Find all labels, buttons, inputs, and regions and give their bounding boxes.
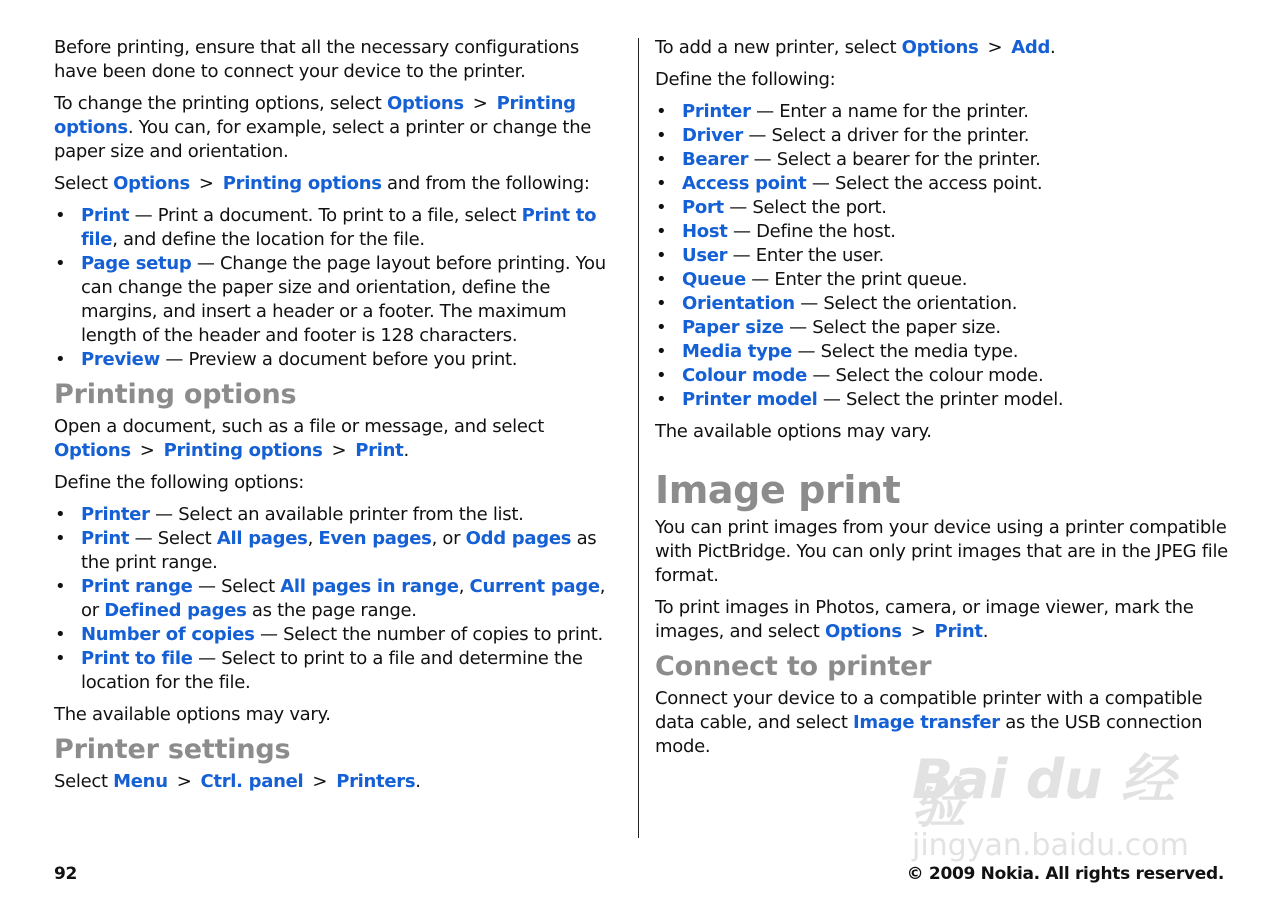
printer-settings-list bbox=[655, 100, 1230, 412]
print-to-file-link[interactable]: Print to file bbox=[81, 205, 597, 250]
options-link[interactable]: Options bbox=[824, 621, 902, 642]
list-item-number-of-copies bbox=[54, 623, 626, 647]
text: , bbox=[307, 528, 319, 549]
add-printer-paragraph bbox=[655, 36, 1230, 60]
print-link[interactable]: Print bbox=[81, 528, 130, 549]
text: — Select bbox=[129, 528, 217, 549]
menu-link[interactable]: Menu bbox=[113, 771, 168, 792]
connect-paragraph bbox=[655, 687, 1230, 759]
text: — Select the paper size. bbox=[783, 317, 1001, 338]
text: Select bbox=[54, 173, 114, 194]
colour-mode-link[interactable]: Colour mode bbox=[682, 365, 807, 386]
text: — Enter a name for the printer. bbox=[750, 101, 1029, 122]
heading-printing-options: Printing options bbox=[54, 379, 297, 410]
port-link[interactable]: Port bbox=[682, 197, 724, 218]
column-divider bbox=[638, 38, 639, 838]
text: To print images in Photos, camera, or image viewer, mark the images, and select bbox=[655, 597, 1194, 642]
print-to-file-link[interactable]: Print to file bbox=[81, 648, 193, 669]
printers-link[interactable]: Printers bbox=[336, 771, 416, 792]
text: as the print range. bbox=[81, 528, 597, 573]
list-item-printer bbox=[54, 503, 626, 527]
print-range-link[interactable]: Print range bbox=[81, 576, 193, 597]
text: — Select to print to a file and determine the location for the file. bbox=[81, 648, 583, 693]
define-options-paragraph: Define the following options: bbox=[54, 472, 305, 493]
print-link[interactable]: Print bbox=[934, 621, 983, 642]
bearer-link[interactable]: Bearer bbox=[682, 149, 749, 170]
text: — Select an available printer from the list. bbox=[149, 504, 524, 525]
list-item bbox=[655, 364, 1230, 388]
page-setup-link[interactable]: Page setup bbox=[81, 253, 192, 274]
text: To add a new printer, select bbox=[655, 37, 902, 58]
options-link[interactable]: Options bbox=[54, 440, 131, 461]
print-link[interactable]: Print bbox=[81, 205, 130, 226]
list-item-print-range bbox=[54, 575, 626, 623]
text: Select bbox=[54, 771, 114, 792]
all-pages-link[interactable]: All pages bbox=[216, 528, 308, 549]
current-page-link[interactable]: Current page bbox=[469, 576, 600, 597]
select-options-paragraph bbox=[54, 172, 626, 196]
path-separator: > bbox=[198, 173, 214, 194]
list-item bbox=[655, 172, 1230, 196]
copyright-notice: © 2009 Nokia. All rights reserved. bbox=[906, 864, 1224, 884]
path-separator: > bbox=[312, 771, 328, 792]
text: — Print a document. To print to a file, select bbox=[129, 205, 522, 226]
open-document-paragraph bbox=[54, 415, 626, 463]
printer-link[interactable]: Printer bbox=[81, 504, 150, 525]
change-options-paragraph bbox=[54, 92, 626, 164]
heading-connect-to-printer: Connect to printer bbox=[655, 651, 932, 682]
text: . bbox=[403, 440, 409, 461]
heading-printer-settings: Printer settings bbox=[54, 734, 291, 765]
text: Open a document, such as a file or message, and select bbox=[54, 416, 544, 437]
watermark-logo: Bai du 经验 bbox=[912, 748, 1175, 835]
text: — Select the orientation. bbox=[794, 293, 1018, 314]
printer-link[interactable]: Printer bbox=[682, 101, 751, 122]
text: . bbox=[1050, 37, 1056, 58]
driver-link[interactable]: Driver bbox=[682, 125, 744, 146]
text: , bbox=[458, 576, 470, 597]
text: — Select the port. bbox=[723, 197, 887, 218]
text: and from the following: bbox=[381, 173, 590, 194]
even-pages-link[interactable]: Even pages bbox=[318, 528, 432, 549]
ctrl-panel-link[interactable]: Ctrl. panel bbox=[200, 771, 304, 792]
list-item bbox=[655, 292, 1230, 316]
add-link[interactable]: Add bbox=[1011, 37, 1051, 58]
define-following-paragraph: Define the following: bbox=[655, 69, 836, 90]
heading-image-print: Image print bbox=[655, 468, 901, 512]
printing-options-link[interactable]: Printing options bbox=[54, 93, 576, 138]
options-link[interactable]: Options bbox=[387, 93, 464, 114]
list-item-print bbox=[54, 204, 626, 252]
text: — Select a driver for the printer. bbox=[743, 125, 1030, 146]
queue-link[interactable]: Queue bbox=[682, 269, 746, 290]
access-point-link[interactable]: Access point bbox=[682, 173, 807, 194]
text: . You can, for example, select a printer or change the paper size and orientation. bbox=[54, 117, 592, 162]
options-may-vary-note: The available options may vary. bbox=[655, 421, 932, 442]
path-separator: > bbox=[176, 771, 192, 792]
text: , or bbox=[81, 576, 606, 621]
text: To change the printing options, select bbox=[54, 93, 387, 114]
intro-paragraph: Before printing, ensure that all the necessary configurations have been done to connect your device to the printer. bbox=[54, 37, 579, 82]
left-column bbox=[54, 36, 626, 802]
list-item-page-setup bbox=[54, 252, 626, 348]
options-link[interactable]: Options bbox=[113, 173, 190, 194]
host-link[interactable]: Host bbox=[682, 221, 728, 242]
path-separator: > bbox=[910, 621, 926, 642]
text: — Change the page layout before printing. You can change the paper size and orientation, define the margins, and insert a header or a footer. The maximum length of the header and footer is 128 characters. bbox=[81, 253, 606, 346]
list-item bbox=[655, 124, 1230, 148]
list-item-print bbox=[54, 527, 626, 575]
printing-options-link[interactable]: Printing options bbox=[163, 440, 323, 461]
print-images-paragraph bbox=[655, 596, 1230, 644]
text: Connect your device to a compatible printer with a compatible data cable, and select bbox=[655, 688, 1203, 733]
print-link[interactable]: Print bbox=[355, 440, 404, 461]
orientation-link[interactable]: Orientation bbox=[682, 293, 795, 314]
path-separator: > bbox=[987, 37, 1003, 58]
watermark-url: jingyan.baidu.com bbox=[912, 828, 1189, 863]
list-item bbox=[655, 340, 1230, 364]
path-separator: > bbox=[472, 93, 488, 114]
printing-options-link[interactable]: Printing options bbox=[222, 173, 382, 194]
text: . bbox=[982, 621, 989, 642]
odd-pages-link[interactable]: Odd pages bbox=[465, 528, 572, 549]
text: — Select the number of copies to print. bbox=[254, 624, 603, 645]
text: , or bbox=[431, 528, 466, 549]
options-link[interactable]: Options bbox=[901, 37, 979, 58]
media-type-link[interactable]: Media type bbox=[682, 341, 793, 362]
path-separator: > bbox=[139, 440, 155, 461]
list-item-print-to-file bbox=[54, 647, 626, 695]
text: — Define the host. bbox=[727, 221, 896, 242]
pictbridge-paragraph: You can print images from your device using a printer compatible with PictBridge. You can only print images that are in the JPEG file format. bbox=[655, 517, 1228, 586]
text: — Enter the print queue. bbox=[745, 269, 968, 290]
list-item bbox=[655, 316, 1230, 340]
print-options-list bbox=[54, 503, 626, 695]
text: as the USB connection mode. bbox=[655, 712, 1203, 757]
printing-actions-list bbox=[54, 204, 626, 372]
text: — Select the access point. bbox=[806, 173, 1043, 194]
list-item-preview bbox=[54, 348, 626, 372]
text: — Select the printer model. bbox=[817, 389, 1064, 410]
right-column bbox=[655, 36, 1230, 767]
list-item bbox=[655, 220, 1230, 244]
text: — Enter the user. bbox=[727, 245, 884, 266]
list-item bbox=[655, 388, 1230, 412]
defined-pages-link[interactable]: Defined pages bbox=[104, 600, 247, 621]
all-pages-in-range-link[interactable]: All pages in range bbox=[280, 576, 459, 597]
text: — Select bbox=[192, 576, 281, 597]
number-of-copies-link[interactable]: Number of copies bbox=[81, 624, 255, 645]
printer-settings-path bbox=[54, 770, 626, 794]
text: — Select a bearer for the printer. bbox=[748, 149, 1041, 170]
list-item bbox=[655, 196, 1230, 220]
path-separator: > bbox=[331, 440, 347, 461]
image-transfer-link[interactable]: Image transfer bbox=[853, 712, 1000, 733]
options-may-vary-note: The available options may vary. bbox=[54, 704, 331, 725]
text: . bbox=[415, 771, 421, 792]
user-link[interactable]: User bbox=[682, 245, 728, 266]
printer-model-link[interactable]: Printer model bbox=[682, 389, 818, 410]
list-item bbox=[655, 100, 1230, 124]
text: , and define the location for the file. bbox=[112, 229, 425, 250]
text: — Select the colour mode. bbox=[807, 365, 1044, 386]
text: as the page range. bbox=[246, 600, 417, 621]
list-item bbox=[655, 244, 1230, 268]
text: — Preview a document before you print. bbox=[159, 349, 518, 370]
page-number: 92 bbox=[54, 864, 78, 884]
paper-size-link[interactable]: Paper size bbox=[682, 317, 784, 338]
preview-link[interactable]: Preview bbox=[81, 349, 160, 370]
list-item bbox=[655, 148, 1230, 172]
list-item bbox=[655, 268, 1230, 292]
text: — Select the media type. bbox=[792, 341, 1019, 362]
